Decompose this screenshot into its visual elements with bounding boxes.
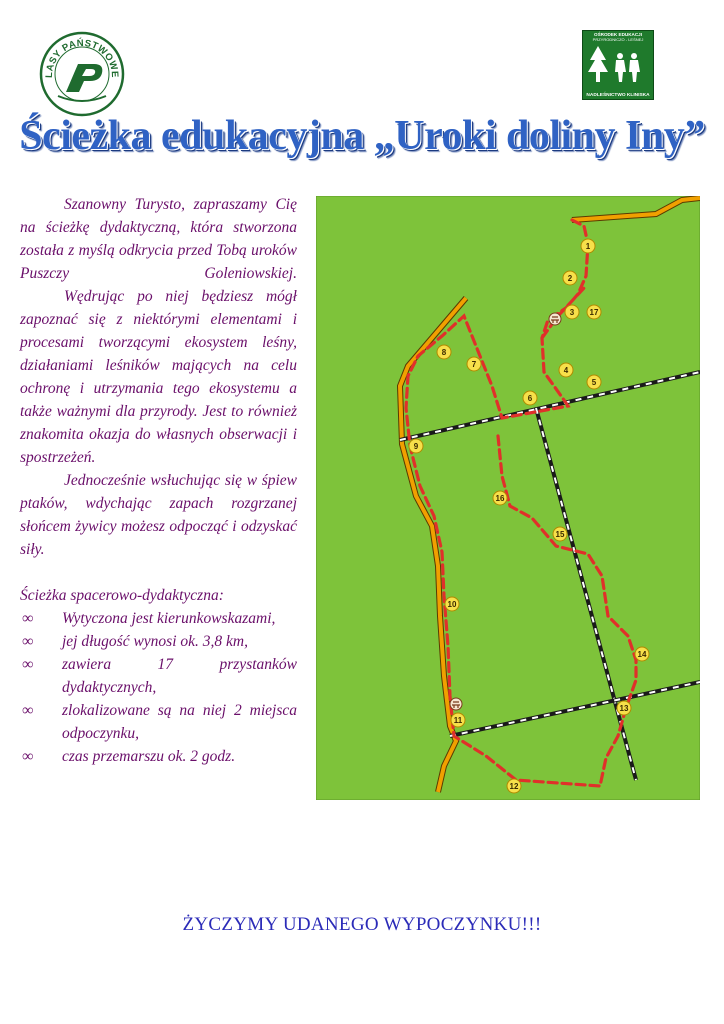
trail-stop-11 — [451, 713, 465, 727]
rest-place-icon — [450, 698, 462, 710]
trail-stop-12 — [507, 779, 521, 793]
trail-stop-number: 1 — [585, 242, 591, 251]
trail-info-item: ∞ zlokalizowane są na niej 2 miejsca odpoczynku, — [20, 699, 297, 745]
trail-info-item: ∞ jej długość wynosi ok. 3,8 km, — [20, 630, 297, 653]
trail-stop-14 — [635, 647, 649, 661]
trail-stop-number: 3 — [569, 308, 575, 317]
trail-stop-number: 8 — [441, 348, 447, 357]
logo-right-bottom: NADLEŚNICTWO KLINISKA — [586, 93, 650, 98]
trail-info-item: ∞ zawiera 17 przystanków dydaktycznych, — [20, 653, 297, 699]
trail-stop-13 — [617, 701, 631, 715]
trail-stop-2 — [563, 271, 577, 285]
closing-wish: ŻYCZYMY UDANEGO WYPOCZYNKU!!! — [182, 914, 542, 935]
trail-info-item: ∞ Wytyczona jest kierunkowskazami, — [20, 607, 297, 630]
trail-stop-number: 17 — [589, 308, 599, 317]
trail-stop-number: 4 — [563, 366, 569, 375]
trail-map — [316, 196, 700, 800]
page-title: Ścieżka edukacyjna „Uroki doliny Iny” — [19, 113, 705, 159]
trail-info-list — [20, 607, 297, 768]
intro-paragraph-3: Jednocześnie wsłuchując się w śpiew ptaków, wdychając zapach rozgrzanej słońcem żywicy możesz odpocząć i odzyskać siły. — [20, 472, 297, 558]
trail-stop-4 — [559, 363, 573, 377]
trail-stop-number: 16 — [495, 494, 505, 503]
trail-stop-number: 11 — [453, 716, 463, 725]
trail-stop-number: 5 — [591, 378, 597, 387]
trail-stop-number: 14 — [637, 650, 647, 659]
infinity-bullet-icon: ∞ — [22, 748, 34, 765]
logo-right-line1: OŚRODEK EDUKACJI — [594, 32, 642, 37]
trail-stop-number: 15 — [555, 530, 565, 539]
trail-stop-5 — [587, 375, 601, 389]
infinity-bullet-icon: ∞ — [22, 656, 34, 673]
lasy-panstwowe-logo — [38, 30, 126, 118]
trail-stop-3 — [565, 305, 579, 319]
infinity-bullet-icon: ∞ — [22, 633, 34, 650]
trail-stop-1 — [581, 239, 595, 253]
logo-right-line2: PRZYRODNICZO - LEŚNEJ — [592, 37, 644, 42]
trail-stop-17 — [587, 305, 601, 319]
infinity-bullet-icon: ∞ — [22, 610, 34, 627]
intro-paragraph-2: Wędrując po niej będziesz mógł zapoznać się z niektórymi elementami i procesami tworzącymi ekosystem leśny, działaniami leśników mających na celu ochronę i utrzymania tego ekosystemu a także ważnymi dla przyrody. Jest to również znakomita okazja do własnych obserwacji i spostrzeżeń. — [20, 288, 297, 466]
trail-stop-7 — [467, 357, 481, 371]
description-column — [20, 193, 297, 768]
rest-place-icon — [549, 313, 561, 325]
trail-stop-number: 2 — [567, 274, 573, 283]
trail-stop-6 — [523, 391, 537, 405]
nadlesnictwo-logo — [582, 30, 654, 100]
trail-stop-9 — [409, 439, 423, 453]
trail-stop-8 — [437, 345, 451, 359]
trail-stop-number: 6 — [527, 394, 533, 403]
trail-stop-number: 10 — [447, 600, 457, 609]
trail-stop-number: 9 — [413, 442, 419, 451]
infinity-bullet-icon: ∞ — [22, 702, 34, 719]
trail-info-item: ∞ czas przemarszu ok. 2 godz. — [20, 745, 297, 768]
intro-paragraph-1: Szanowny Turysto, zapraszamy Cię na ścieżkę dydaktyczną, która stworzona została z myślą odkrycia przed Tobą uroków Puszczy Goleniowskiej. — [20, 196, 297, 282]
logo-left-text: LASY PAŃSTWOWE — [43, 37, 121, 79]
trail-stop-16 — [493, 491, 507, 505]
trail-stop-10 — [445, 597, 459, 611]
trail-stop-number: 13 — [619, 704, 629, 713]
trail-stop-number: 12 — [509, 782, 519, 791]
trail-stop-15 — [553, 527, 567, 541]
trail-stop-number: 7 — [471, 360, 477, 369]
trail-info-heading: Ścieżka spacerowo-dydaktyczna: — [20, 587, 224, 604]
